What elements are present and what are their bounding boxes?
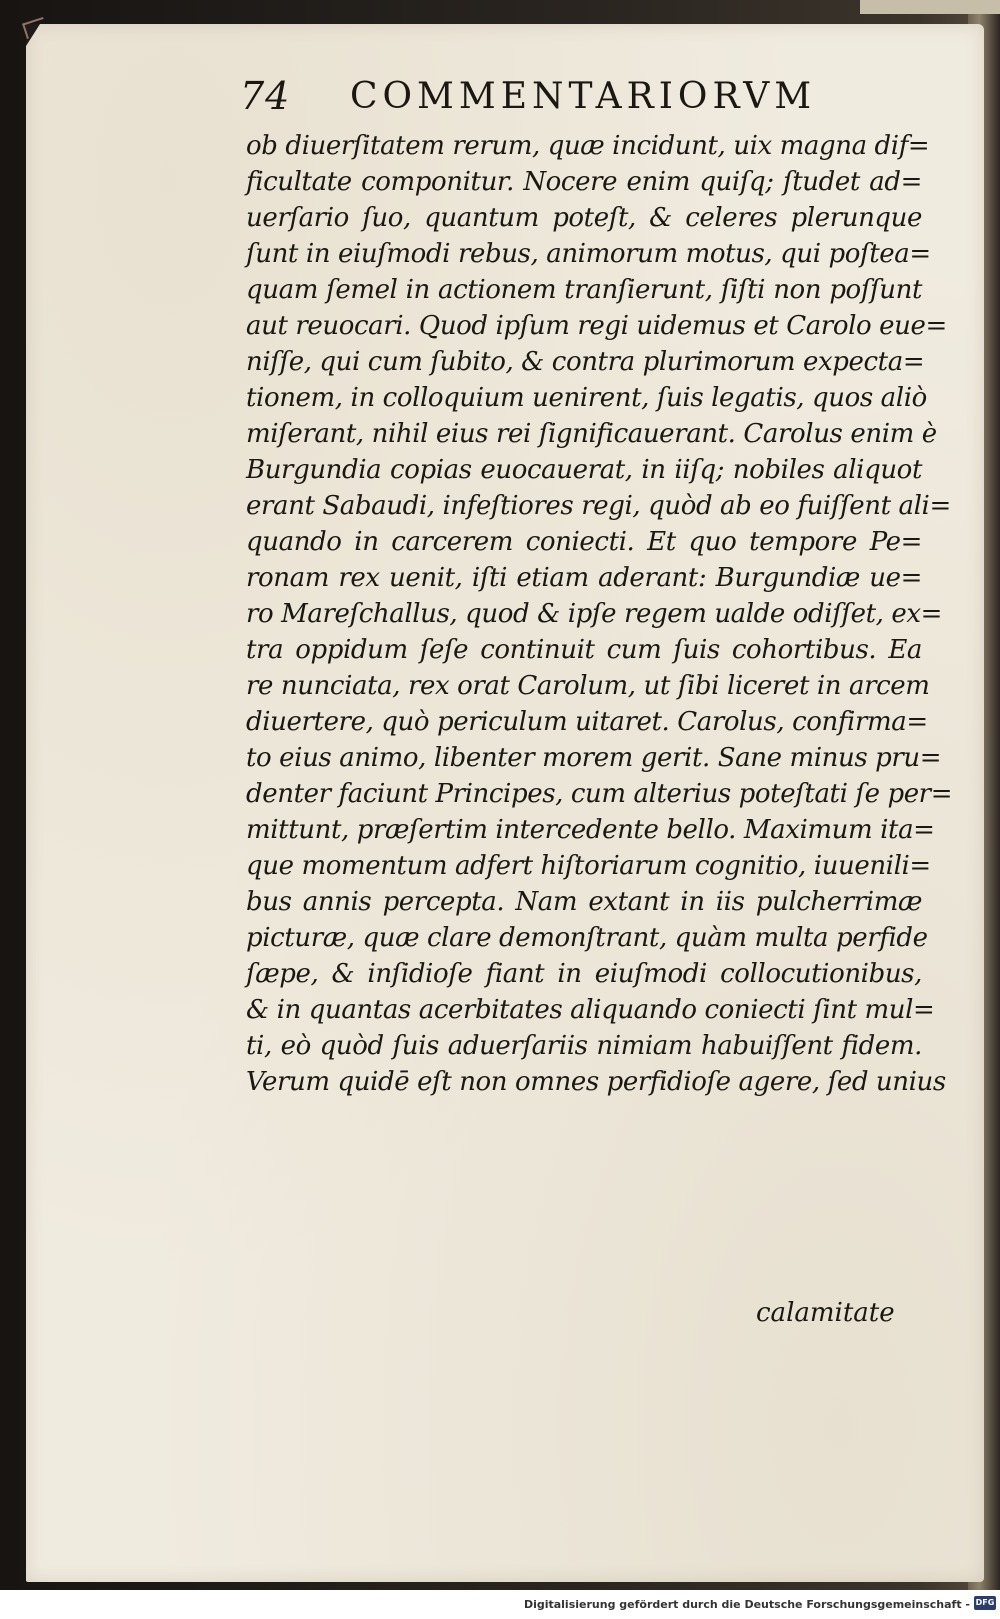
text-line: que momentum adfert hiſtoriarum cognitio, iuuenili=: [246, 851, 931, 881]
text-line: diuertere, quò periculum uitaret. Carolus, confirma=: [246, 707, 928, 737]
text-line: quando in carcerem coniecti. Et quo tempore Pe=: [246, 527, 922, 557]
text-line: ficultate componitur. Nocere enim quiſq; ſtudet ad=: [246, 167, 922, 197]
text-line: ro Mareſchallus, quod & ipſe regem ualde odiſſet, ex=: [246, 599, 943, 629]
text-line: re nunciata, rex orat Carolum, ut ſibi liceret in arcem: [246, 671, 930, 701]
text-line: tra oppidum ſeſe continuit cum ſuis cohortibus. Ea: [246, 635, 922, 665]
text-line: picturæ, quæ clare demonſtrant, quàm multa perfide: [246, 923, 928, 953]
running-head: COMMENTARIORVM: [350, 76, 817, 117]
text-line: uerſario ſuo, quantum poteſt, & celeres plerunque: [246, 203, 922, 233]
text-line: bus annis percepta. Nam extant in iis pulcherrimæ: [246, 887, 922, 917]
text-line: ti, eò quòd ſuis aduerſariis nimiam habuiſſent fidem.: [246, 1031, 922, 1061]
footer: [0, 1590, 1000, 1619]
text-line: to eius animo, libenter morem gerit. Sane minus pru=: [246, 743, 942, 773]
text-line: aut reuocari. Quod ipſum regi uidemus et Carolo eue=: [246, 311, 947, 341]
body-text: [246, 128, 953, 1100]
text-line: miſerant, nihil eius rei ſignificauerant. Carolus enim è: [246, 419, 937, 449]
text-line: mittunt, præſertim intercedente bello. Maximum ita=: [246, 815, 935, 845]
text-line: & in quantas acerbitates aliquando coniecti ſint mul=: [246, 995, 935, 1025]
text-line: tionem, in colloquium uenirent, ſuis legatis, quos aliò: [246, 383, 927, 413]
catchword: calamitate: [756, 1298, 895, 1328]
dfg-logo: DFG: [974, 1596, 996, 1610]
text-line: ronam rex uenit, iſti etiam aderant: Burgundiæ ue=: [246, 563, 922, 593]
page-header: [240, 70, 840, 120]
text-line: ſunt in eiuſmodi rebus, animorum motus, qui poſtea=: [246, 239, 931, 269]
text-line: ob diuerſitatem rerum, quæ incidunt, uix magna dif=: [246, 131, 930, 161]
top-strip: [860, 0, 1000, 14]
text-line: Verum quidē eſt non omnes perfidioſe agere, ſed unius: [246, 1067, 946, 1097]
text-line: niſſe, qui cum ſubito, & contra plurimorum expecta=: [246, 347, 925, 377]
text-line: denter faciunt Principes, cum alterius poteſtati ſe per=: [246, 779, 953, 809]
page-number: 74: [240, 74, 291, 118]
funding-credit: Digitalisierung gefördert durch die Deutsche Forschungsgemeinschaft -: [523, 1598, 970, 1611]
text-line: Burgundia copias euocauerat, in iiſq; nobiles aliquot: [246, 455, 922, 485]
text-line: erant Sabaudi, infeſtiores regi, quòd ab eo fuiſſent ali=: [246, 491, 951, 521]
text-line: quam ſemel in actionem tranſierunt, ſiſti non poſſunt: [246, 275, 922, 305]
text-line: ſæpe, & inſidioſe fiant in eiuſmodi collocutionibus,: [246, 959, 922, 989]
